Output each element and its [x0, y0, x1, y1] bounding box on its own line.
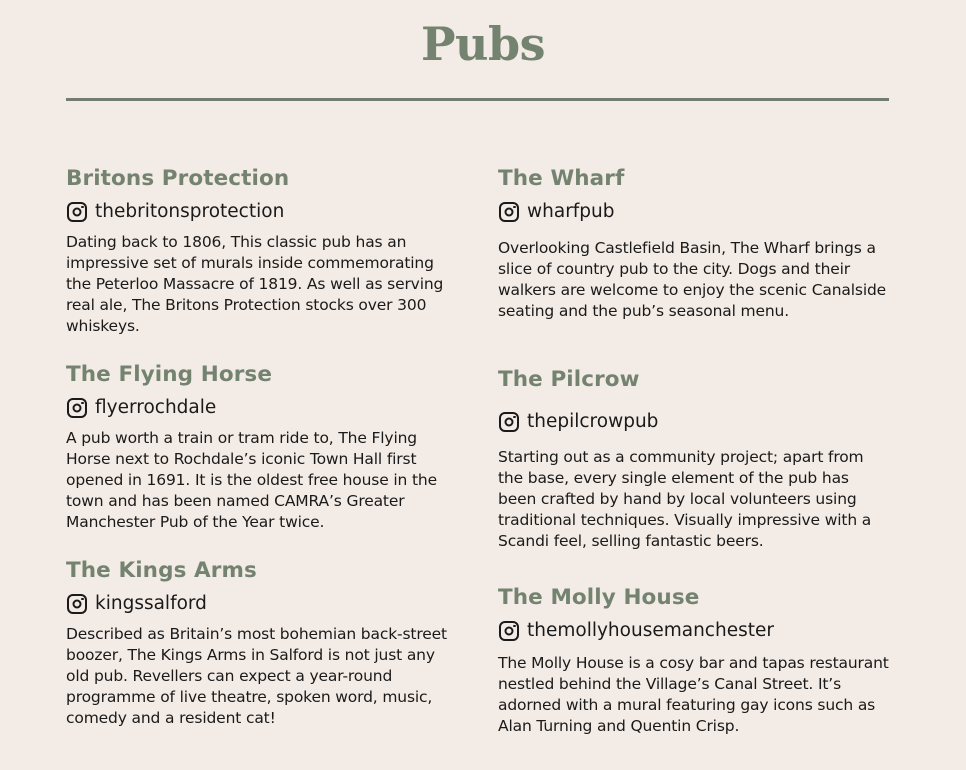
- instagram-handle[interactable]: [66, 590, 458, 618]
- pub-entry-britons-protection: [66, 165, 458, 337]
- instagram-handle[interactable]: [66, 394, 458, 422]
- instagram-handle[interactable]: [498, 408, 890, 436]
- pub-description: Dating back to 1806, This classic pub has an impressive set of murals inside commemorating the Peterloo Massacre of 1819. As well as serving real ale, The Britons Protection stocks over 300 whiskeys.: [66, 233, 444, 335]
- pub-name: The Flying Horse: [66, 362, 273, 387]
- instagram-handle[interactable]: [498, 198, 890, 226]
- instagram-icon: [499, 621, 519, 641]
- instagram-icon: [499, 202, 519, 222]
- pub-entry-the-pilcrow: [498, 366, 890, 552]
- instagram-handle-text[interactable]: thebritonsprotection: [95, 201, 285, 222]
- instagram-handle-text[interactable]: flyerrochdale: [95, 397, 217, 418]
- pub-name: The Pilcrow: [498, 367, 640, 392]
- pub-description: Overlooking Castlefield Basin, The Wharf brings a slice of country pub to the city. Dogs and their walkers are welcome to enjoy the scenic Canalside seating and the pub’s seasonal menu.: [498, 239, 887, 320]
- instagram-handle-text[interactable]: themollyhousemanchester: [527, 620, 774, 641]
- pub-description: Starting out as a community project; apart from the base, every single element of the pub has been crafted by hand by local volunteers using traditional techniques. Visually impressive with a Scandi feel, selling fantastic beers.: [498, 448, 872, 550]
- pub-entry-the-molly-house: [498, 584, 890, 737]
- pub-description: The Molly House is a cosy bar and tapas restaurant nestled behind the Village’s Canal Street. It’s adorned with a mural featuring gay icons such as Alan Turning and Quentin Crisp.: [498, 654, 889, 735]
- pub-description: A pub worth a train or tram ride to, The Flying Horse next to Rochdale’s iconic Town Hall first opened in 1691. It is the oldest free house in the town and has been named CAMRA’s Greater Manchester Pub of the Year twice.: [66, 429, 437, 531]
- instagram-handle-text[interactable]: wharfpub: [527, 201, 615, 222]
- instagram-handle[interactable]: [498, 617, 890, 645]
- instagram-icon: [67, 594, 87, 614]
- page-title: Pubs: [420, 17, 546, 71]
- title-divider: [66, 98, 889, 101]
- pub-entry-kings-arms: [66, 557, 458, 729]
- pub-name: The Molly House: [498, 585, 700, 610]
- instagram-icon: [67, 398, 87, 418]
- pub-name: The Kings Arms: [66, 558, 257, 583]
- instagram-handle-text[interactable]: kingssalford: [95, 593, 207, 614]
- instagram-handle-text[interactable]: thepilcrowpub: [527, 411, 659, 432]
- pub-name: Britons Protection: [66, 166, 290, 191]
- pub-description: Described as Britain’s most bohemian back-street boozer, The Kings Arms in Salford is not just any old pub. Revellers can expect a year-round programme of live theatre, spoken word, music, comedy and a resident cat!: [66, 625, 447, 727]
- instagram-handle[interactable]: [66, 198, 458, 226]
- instagram-icon: [67, 202, 87, 222]
- pub-entry-the-wharf: [498, 165, 890, 322]
- instagram-icon: [499, 412, 519, 432]
- pub-entry-flying-horse: [66, 361, 458, 533]
- pub-name: The Wharf: [498, 166, 625, 191]
